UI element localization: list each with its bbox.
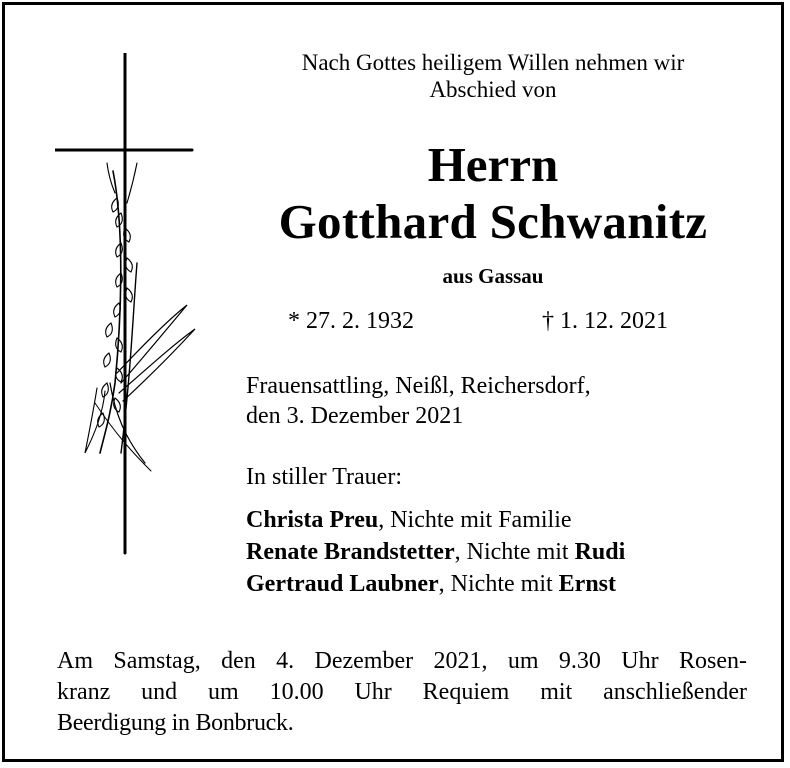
- mourner-relation: , Nichte mit: [454, 539, 575, 565]
- mourners-heading: In stiller Trauer:: [246, 464, 402, 490]
- mourner-row: [246, 504, 766, 536]
- birth-date: * 27. 2. 1932: [288, 308, 414, 334]
- service-info: [57, 646, 747, 739]
- intro-text: [243, 49, 743, 103]
- mourner-name: Gertraud Laubner: [246, 571, 439, 597]
- service-line-2: kranz und um 10.00 Uhr Requiem mit anschließender: [57, 679, 747, 705]
- origin: aus Gassau: [442, 264, 544, 288]
- place-and-date: [246, 371, 746, 431]
- intro-line-2: Abschied von: [429, 77, 557, 102]
- mourner-name: Christa Preu: [246, 507, 379, 533]
- mourner-relation: , Nichte mit Familie: [378, 507, 572, 533]
- service-line-3: Beerdigung in Bonbruck.: [57, 710, 294, 736]
- mourner-row: [246, 568, 766, 600]
- place-line: Frauensattling, Neißl, Reichersdorf,: [246, 373, 591, 399]
- date-line: den 3. Dezember 2021: [246, 403, 464, 429]
- obituary-notice: [2, 2, 784, 762]
- salutation: Herrn: [427, 137, 559, 192]
- service-line-1: Am Samstag, den 4. Dezember 2021, um 9.30 Uhr Rosen-: [57, 648, 747, 674]
- cross-with-wheat-icon: [55, 53, 205, 558]
- death-date: † 1. 12. 2021: [542, 308, 668, 334]
- deceased-name: Gotthard Schwanitz: [278, 194, 708, 249]
- mourner-relation: , Nichte mit: [438, 571, 559, 597]
- mourner-partner: Rudi: [574, 539, 626, 565]
- mourner-row: [246, 536, 766, 568]
- mourners: [246, 461, 766, 600]
- mourner-partner: Ernst: [558, 571, 616, 597]
- mourner-name: Renate Brandstetter: [246, 539, 455, 565]
- intro-line-1: Nach Gottes heiligem Willen nehmen wir: [301, 50, 685, 75]
